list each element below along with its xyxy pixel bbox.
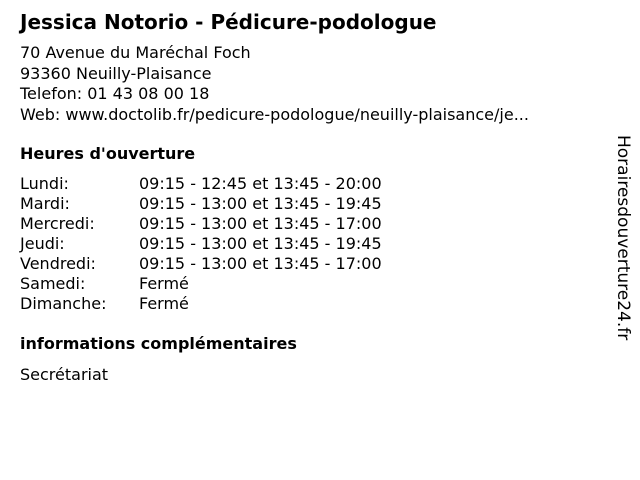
- website-link: Web: www.doctolib.fr/pedicure-podologue/neuilly-plaisance/je...: [20, 104, 529, 124]
- watermark: Horairesdouverture24.fr: [613, 135, 633, 341]
- city-address: 93360 Neuilly-Plaisance: [20, 63, 212, 83]
- day-label: Lundi:: [20, 174, 69, 193]
- time-range: 09:15 - 13:00 et 13:45 - 17:00: [139, 254, 382, 273]
- day-label: Jeudi:: [20, 234, 65, 253]
- hours-row-sunday: [20, 294, 382, 314]
- day-label: Mardi:: [20, 194, 70, 213]
- time-range: Fermé: [139, 274, 189, 293]
- time-range: 09:15 - 13:00 et 13:45 - 17:00: [139, 214, 382, 233]
- hours-row-saturday: [20, 274, 382, 294]
- day-label: Vendredi:: [20, 254, 96, 273]
- phone-number: Telefon: 01 43 08 00 18: [20, 84, 210, 103]
- address-block: [20, 43, 529, 125]
- hours-row-friday: [20, 254, 382, 274]
- street-address: 70 Avenue du Maréchal Foch: [20, 43, 251, 62]
- hours-heading: Heures d'ouverture: [20, 144, 196, 163]
- day-label: Mercredi:: [20, 214, 95, 233]
- day-label: Dimanche:: [20, 294, 107, 313]
- hours-row-tuesday: [20, 194, 382, 214]
- opening-hours-table: [20, 174, 382, 314]
- day-label: Samedi:: [20, 274, 86, 293]
- info-text: Secrétariat: [20, 365, 109, 384]
- hours-row-monday: [20, 174, 382, 194]
- time-range: 09:15 - 13:00 et 13:45 - 19:45: [139, 194, 382, 213]
- hours-row-wednesday: [20, 214, 382, 234]
- hours-row-thursday: [20, 234, 382, 254]
- info-heading: informations complémentaires: [20, 334, 297, 353]
- time-range: 09:15 - 12:45 et 13:45 - 20:00: [139, 174, 382, 193]
- time-range: Fermé: [139, 294, 189, 313]
- page-title: Jessica Notorio - Pédicure-podologue: [20, 10, 437, 34]
- time-range: 09:15 - 13:00 et 13:45 - 19:45: [139, 234, 382, 253]
